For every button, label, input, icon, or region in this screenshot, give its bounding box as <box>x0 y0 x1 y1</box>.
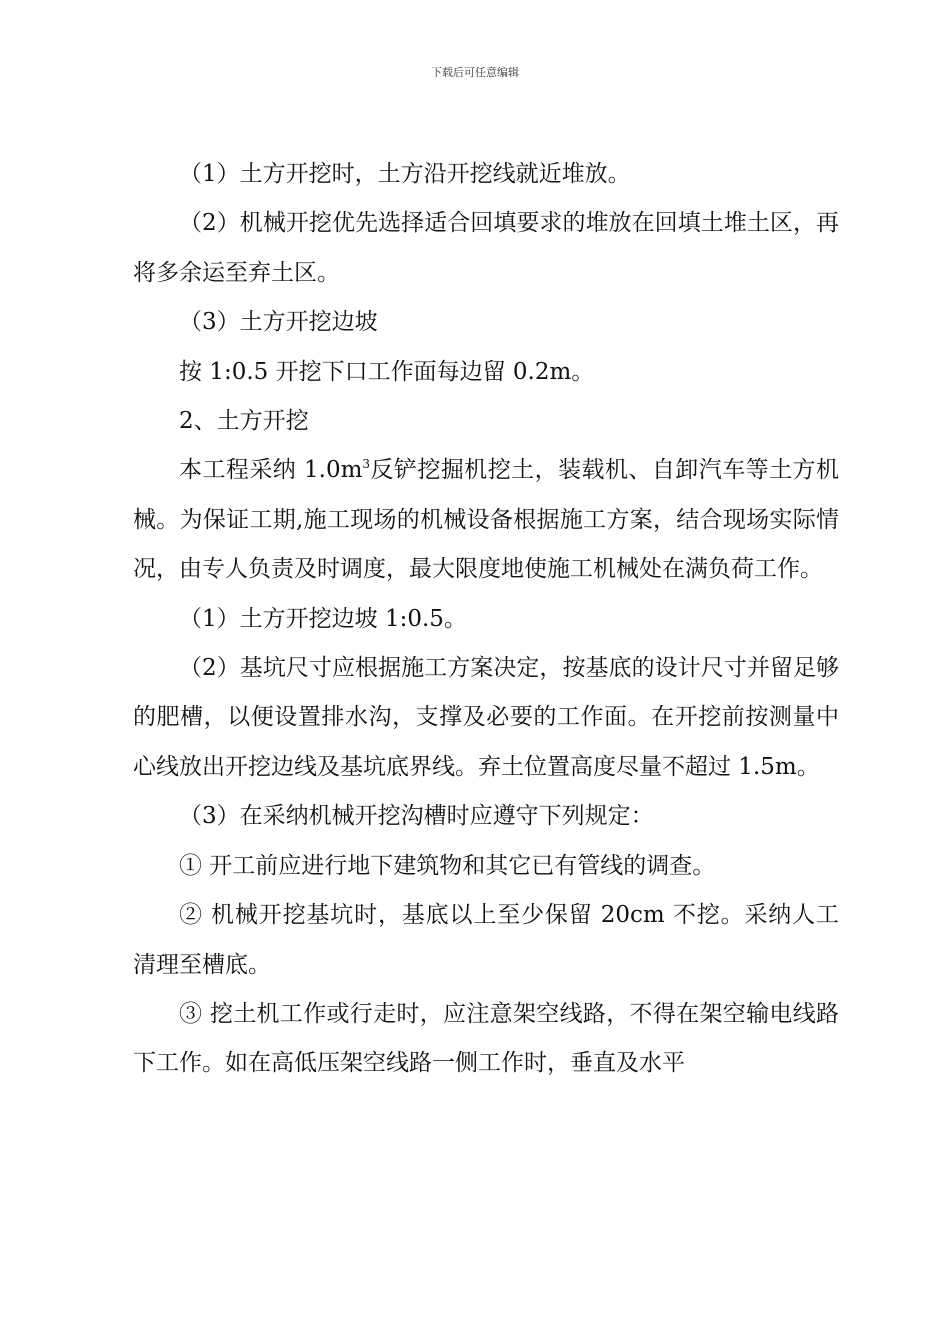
cubic-superscript: 3 <box>362 457 371 472</box>
paragraph-equipment <box>133 446 839 594</box>
equipment-intro: 本工程采纳 1.0m <box>179 457 363 484</box>
page-header: 下载后可任意编辑 <box>431 66 519 79</box>
section-heading-earthwork: 2、土方开挖 <box>179 408 309 435</box>
paragraph-mechanical-excavation: （2）机械开挖优先选择适合回填要求的堆放在回填土堆土区，再将多余运至弃土区。 <box>133 210 839 286</box>
paragraph-excavation-slope-heading: （3）土方开挖边坡 <box>179 309 378 336</box>
list-item-survey: ① 开工前应进行地下建筑物和其它已有管线的调查。 <box>179 852 716 879</box>
document-body <box>133 150 839 1089</box>
equipment-text: 反铲挖掘机挖土，装载机、自卸汽车等土方机械。为保证工期,施工现场的机械设备根据施工方案，结合现场实际情况，由专人负责及时调度，最大限度地使施工机械处在满负荷工作。 <box>133 457 839 583</box>
paragraph-trench-rules: （3）在采纳机械开挖沟槽时应遵守下列规定： <box>179 803 654 830</box>
paragraph-pit-dimensions: （2）基坑尺寸应根据施工方案决定，按基底的设计尺寸并留足够的肥槽，以便设置排水沟，支撑及必要的工作面。在开挖前按测量中心线放出开挖边线及基坑底界线。弃土位置高度尽量不超过 1.5m。 <box>133 655 839 780</box>
paragraph-slope-value: （1）土方开挖边坡 1:0.5。 <box>179 605 467 632</box>
paragraph-slope-ratio: 按 1:0.5 开挖下口工作面每边留 0.2m。 <box>179 358 595 385</box>
paragraph-excavation-stacking: （1）土方开挖时，土方沿开挖线就近堆放。 <box>179 161 631 187</box>
list-item-reserve-depth: ② 机械开挖基坑时，基底以上至少保留 20cm 不挖。采纳人工清理至槽底。 <box>133 902 839 978</box>
list-item-overhead-lines: ③ 挖土机工作或行走时，应注意架空线路，不得在架空输电线路下工作。如在高低压架空线路一侧工作时，垂直及水平 <box>133 1000 839 1077</box>
